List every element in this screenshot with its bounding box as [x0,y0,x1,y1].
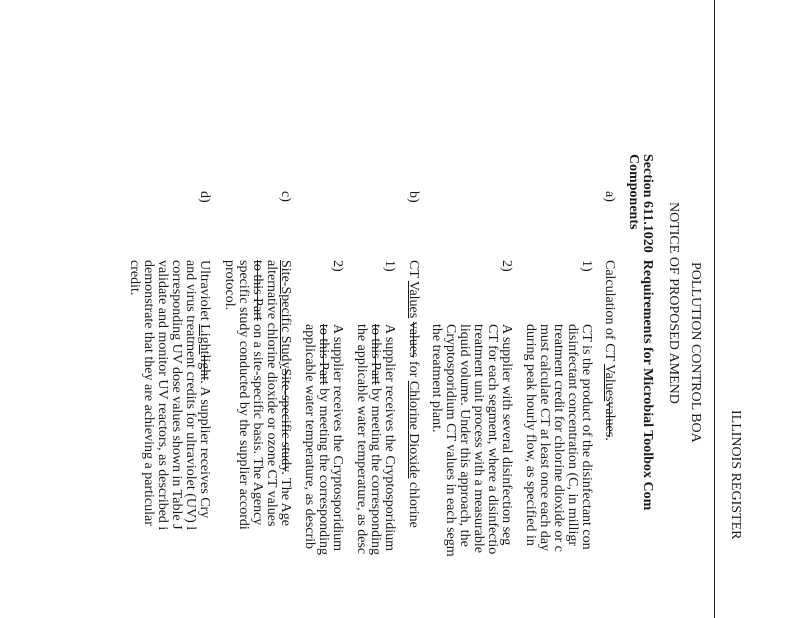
item-b2-label: 2) [330,260,345,272]
section-title: Requirements for Microbial Toolbox Com [640,259,655,511]
section-heading-cont: Components [626,154,641,230]
subsection-c-label: c) [278,191,293,202]
section-number: Section 611.1020 [640,154,655,253]
item-b1-line: the applicable water temperature, as desc [354,324,369,555]
section-heading [640,154,654,510]
item-a1-line: during peak hourly flow, as specified in [523,324,538,546]
item-b2-line: A supplier receives the Cryptosporidium [330,324,345,552]
subsection-c-line: to this Part on a site-specific basis. The Agency [250,260,265,526]
header-rule [714,0,715,618]
header-illinois-register: ILLINOIS REGISTER [728,410,743,540]
item-a2-line: treatment unit process with a measurable [471,324,486,553]
subsection-d-line: demonstrate that they are achieving a particular [141,260,156,526]
subsection-c-line: Site-Specific StudySite-specific study. The Age [278,260,293,526]
subsection-d-line: validate and monitor UV reactors, as described i [155,260,170,531]
item-b1-line: to this Part by meeting the corresponding [368,324,383,555]
item-a1-line: treatment credit for chlorine dioxide or c [551,324,566,552]
item-a2-line: the treatment plant. [429,324,444,433]
item-a1-line: disinfectant concentration (C, in milligr [565,324,580,546]
subsection-a-heading: Calculation of CT Valuesvalues. [602,260,617,441]
subsection-a-label: a) [602,191,617,202]
subsection-d-line: corresponding UV dose values shown in Table J [169,260,184,530]
subsection-d-line: credit. [127,260,142,296]
item-a2-line: CT for each segment, where a disinfectio [485,324,500,555]
header-notice: NOTICE OF PROPOSED AMEND [666,202,681,404]
subsection-c-line: alternative chlorine dioxide or ozone CT values [264,260,279,527]
subsection-d-label: d) [197,191,212,203]
item-b1-label: 1) [382,260,397,272]
item-a1-line: CT is the product of the disinfectant con [579,324,594,550]
subsection-b-label: b) [406,191,421,203]
item-a1-label: 1) [579,260,594,272]
subsection-c-line: protocol. [222,260,237,311]
item-a2-line: A supplier with several disinfection seg [499,324,514,546]
item-b2-line: applicable water temperature, as describ [302,324,317,550]
subsection-d-line: Ultraviolet Lightlight. A supplier receives Cry [197,260,212,519]
item-b2-line: to this Part by meeting the corresponding [316,324,331,555]
header-board-name: POLLUTION CONTROL BOA [688,262,703,443]
item-a1-line: must calculate CT at least once each day [537,324,552,552]
item-b1-line: A supplier receives the Cryptosporidium [382,324,397,552]
subsection-b-heading: CT Values values for Chlorine Dioxide chlorine [406,260,421,528]
item-a2-line: liquid volume. Under this approach, the [457,324,472,547]
item-a2-line: Cryptosporidium CT values in each segm [443,324,458,557]
subsection-c-line: specific study conducted by the supplier accordi [236,260,251,530]
subsection-d-line: and virus treatment credits for ultraviolet (UV) l [183,260,198,531]
item-a2-label: 2) [499,260,514,272]
